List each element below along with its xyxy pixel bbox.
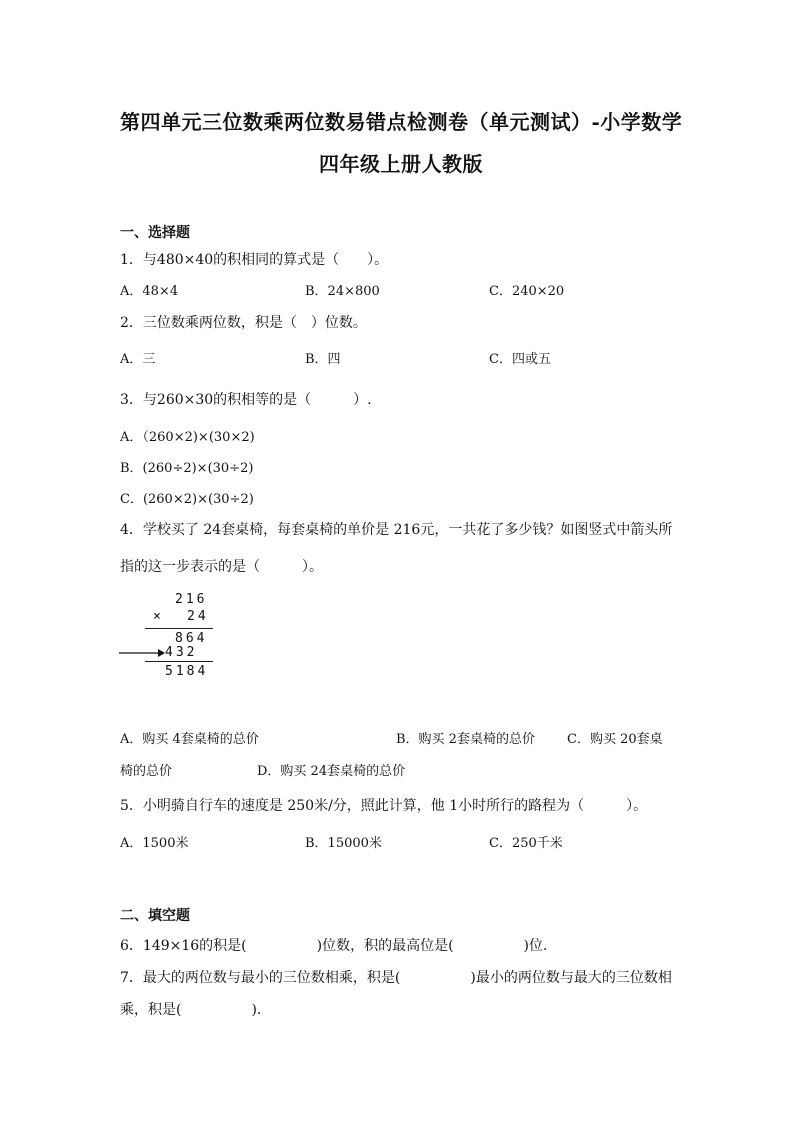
q1-option-b: B．24×800 [305,284,380,299]
q3-option-c: C．(260×2)×(30÷2) [120,492,254,507]
question-5: 5．小明骑自行车的速度是 250米/分，照此计算，他 1小时所行的路程为（ ）。 [120,798,648,814]
q4-option-c: C．购买 20套桌 [567,732,663,747]
q1-option-a: A．48×4 [120,284,179,299]
q2-option-c: C．四或五 [489,352,551,367]
question-1: 1．与480×40的积相同的算式是（ ）。 [120,252,389,268]
arrow-icon [118,647,166,659]
q3-option-b: B．(260÷2)×(30÷2) [120,461,254,476]
q3-option-a: A．（260×2)×(30×2) [120,430,255,445]
q4-option-b: B．购买 2套桌椅的总价 [396,732,535,747]
q4-option-a: A．购买 4套桌椅的总价 [120,732,259,747]
calc-product: 5184 [165,664,209,679]
calc-multiplier: 24 [187,609,209,624]
q5-option-b: B．15000米 [305,836,382,851]
question-3: 3．与260×30的积相等的是（ ）. [120,392,372,408]
q4-option-d: D．购买 24套桌椅的总价 [257,764,406,779]
calc-rule-2 [145,661,213,662]
q5-option-c: C．250千米 [489,836,563,851]
page-subtitle: 四年级上册人教版 [319,152,483,176]
section-heading-choice: 一、选择题 [120,225,190,241]
calc-partial-2: 432 [165,645,198,660]
question-4-line1: 4．学校买了 24套桌椅，每套桌椅的单价是 216元，一共花了多少钱？如图竖式中箭头所 [120,522,673,538]
question-6: 6．149×16的积是( )位数，积的最高位是( )位． [120,938,558,954]
section-heading-fill: 二、填空题 [120,908,190,924]
q5-option-a: A．1500米 [120,836,189,851]
calc-multiplicand: 216 [175,592,208,607]
q1-option-c: C．240×20 [489,284,565,299]
calc-partial-1: 864 [175,631,208,646]
question-7-line1: 7．最大的两位数与最小的三位数相乘，积是( )最小的两位数与最大的三位数相 [120,970,672,986]
page-title: 第四单元三位数乘两位数易错点检测卷（单元测试）-小学数学 [120,110,683,134]
question-4-line2: 指的这一步表示的是（ ）。 [120,559,323,575]
calc-rule-1 [145,628,213,629]
question-2: 2．三位数乘两位数，积是（ ）位数。 [120,315,367,331]
q4-option-c-cont: 椅的总价 [120,764,173,779]
q2-option-a: A．三 [120,352,156,367]
calc-times-sign: × [153,609,164,624]
question-7-line2: 乘，积是( ). [120,1002,262,1018]
q2-option-b: B．四 [305,352,341,367]
